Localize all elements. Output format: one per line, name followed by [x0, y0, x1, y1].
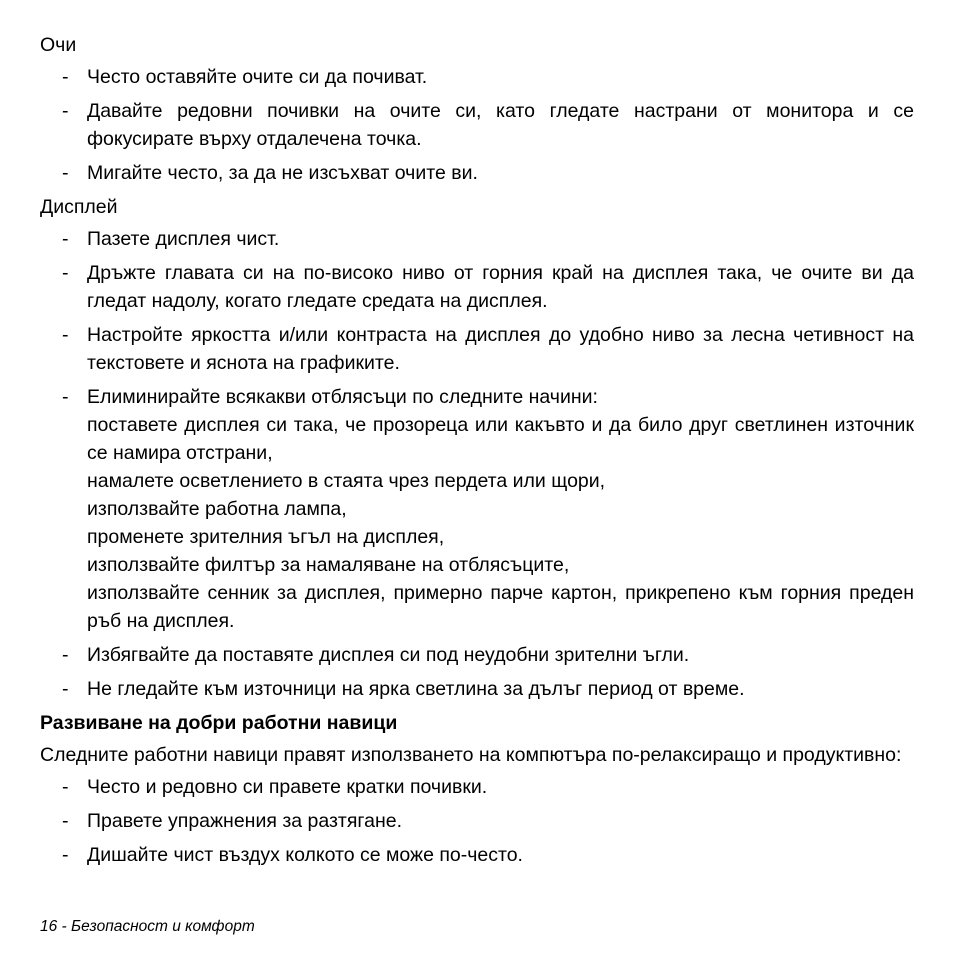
dash-bullet: - — [62, 844, 69, 866]
glare-method: намалете осветлението в стаята чрез пердета или щори, — [87, 470, 606, 492]
dash-bullet: - — [62, 810, 69, 832]
dash-bullet: - — [62, 324, 69, 346]
list-item: - Избягвайте да поставяте дисплея си под неудобни зрителни ъгли. — [40, 641, 914, 669]
list-item: - Често и редовно си правете кратки почивки. — [40, 773, 914, 801]
dash-bullet: - — [62, 678, 69, 700]
glare-method: използвайте сенник за дисплея, примерно парче картон, прикрепено към горния преден ръб на дисплея. — [87, 582, 914, 632]
list-item: - Настройте яркостта и/или контраста на дисплея до удобно ниво за лесна четивност на текстовете и яснота на графиките. — [40, 321, 914, 377]
glare-method: поставете дисплея си така, че прозореца или какъвто и да било друг светлинен източник се намира отстрани, — [87, 414, 914, 464]
glare-method: използвайте филтър за намаляване на отблясъците, — [87, 554, 570, 576]
dash-bullet: - — [62, 644, 69, 666]
glare-method: променете зрителния ъгъл на дисплея, — [87, 526, 445, 548]
dash-bullet: - — [62, 228, 69, 250]
list-item: - Дишайте чист въздух колкото се може по-често. — [40, 841, 914, 869]
section-heading-habits: Развиване на добри работни навици — [40, 712, 398, 734]
dash-bullet: - — [62, 162, 69, 184]
dash-bullet: - — [62, 262, 69, 284]
glare-method: използвайте работна лампа, — [87, 498, 347, 520]
document-page — [40, 31, 914, 875]
page-footer: 16 - Безопасност и комфорт — [40, 918, 255, 935]
eyes-list — [40, 63, 914, 187]
dash-bullet: - — [62, 386, 69, 408]
list-item: - Пазете дисплея чист. — [40, 225, 914, 253]
list-item: - Дръжте главата си на по-високо ниво от горния край на дисплея така, че очите ви да гледат надолу, когато гледате средата на дисплея. — [40, 259, 914, 315]
section-label-display: Дисплей — [40, 196, 118, 218]
list-item-glare — [40, 383, 914, 635]
section-label-eyes: Очи — [40, 34, 77, 56]
dash-bullet: - — [62, 776, 69, 798]
habits-intro: Следните работни навици правят използването на компютъра по-релаксиращо и продуктивно: — [40, 744, 902, 766]
list-item: - Мигайте често, за да не изсъхват очите ви. — [40, 159, 914, 187]
dash-bullet: - — [62, 100, 69, 122]
list-item: - Често оставяйте очите си да почиват. — [40, 63, 914, 91]
glare-intro: Елиминирайте всякакви отблясъци по следните начини: — [87, 386, 598, 408]
list-item: - Правете упражнения за разтягане. — [40, 807, 914, 835]
dash-bullet: - — [62, 66, 69, 88]
list-item: - Не гледайте към източници на ярка светлина за дълъг период от време. — [40, 675, 914, 703]
display-list — [40, 225, 914, 703]
habits-list — [40, 773, 914, 869]
list-item: - Давайте редовни почивки на очите си, като гледате настрани от монитора и се фокусирате върху отдалечена точка. — [40, 97, 914, 153]
